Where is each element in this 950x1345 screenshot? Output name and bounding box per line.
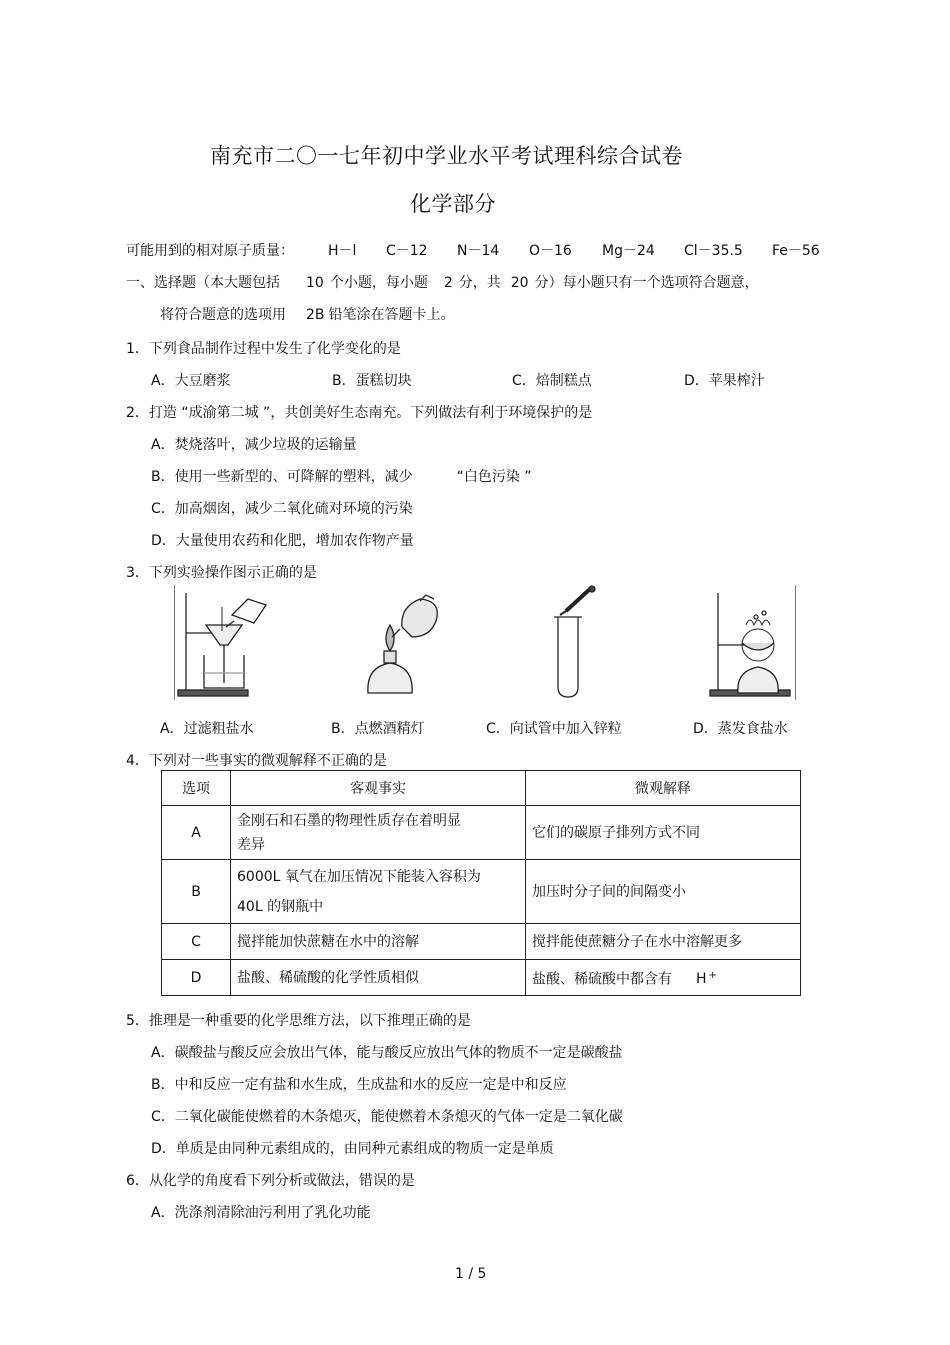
- q5-stem: 5．推理是一种重要的化学思维方法，以下推理正确的是: [126, 1013, 471, 1029]
- row-d-explanation: 盐酸、稀硫酸中都含有 H +: [526, 960, 801, 996]
- atomic-mass-line: [126, 240, 836, 260]
- test-tube-icon: [544, 585, 624, 700]
- page-number: 1 / 5: [455, 1266, 487, 1282]
- header-option: 选项: [162, 771, 231, 806]
- lighting-alcohol-lamp-icon: [350, 585, 450, 700]
- row-c-option: C: [162, 924, 231, 960]
- evaporation-apparatus-icon: [698, 585, 798, 700]
- atomic-mass-cl: Cl－35.5: [684, 243, 743, 259]
- q3-figure-strip: [174, 585, 796, 702]
- q2-option-d: D．大量使用农药和化肥，增加农作物产量: [151, 533, 414, 549]
- q5-option-a: A．碳酸盐与酸反应会放出气体，能与酸反应放出气体的物质不一定是碳酸盐: [151, 1045, 623, 1061]
- table-header-row: [162, 771, 801, 806]
- atomic-mass-h: H－l: [328, 243, 357, 259]
- atomic-mass-mg: Mg－24: [602, 243, 655, 259]
- q1-option-d: D．苹果榨汁: [684, 373, 765, 389]
- exam-title: 南充市二〇一七年初中学业水平考试理科综合试卷: [210, 144, 683, 168]
- q1-option-a: A．大豆磨浆: [151, 373, 231, 389]
- q4-table: [161, 770, 801, 996]
- q5-option-c: C．二氧化碳能使燃着的木条熄灭，能使燃着木条熄灭的气体一定是二氧化碳: [151, 1109, 623, 1125]
- atomic-mass-o: O－16: [529, 243, 572, 259]
- table-row: [162, 806, 801, 860]
- atomic-mass-label: 可能用到的相对原子质量：: [126, 243, 294, 259]
- section-instruction: 将符合题意的选项用 2B 铅笔涂在答题卡上。: [160, 307, 455, 323]
- header-explanation: 微观解释: [526, 771, 801, 806]
- q3-option-b: B．点燃酒精灯: [331, 721, 425, 737]
- row-b-explanation: 加压时分子间的间隔变小: [526, 860, 801, 924]
- table-row: [162, 960, 801, 996]
- atomic-mass-fe: Fe－56: [772, 243, 820, 259]
- row-a-option: A: [162, 806, 231, 860]
- row-d-fact: 盐酸、稀硫酸的化学性质相似: [231, 960, 526, 996]
- q2-option-a: A．焚烧落叶，减少垃圾的运输量: [151, 437, 357, 453]
- filtration-apparatus-icon: [174, 585, 284, 700]
- q6-option-a: A．洗涤剂清除油污利用了乳化功能: [151, 1205, 371, 1221]
- row-b-fact: 6000L 氧气在加压情况下能装入容积为 40L 的钢瓶中: [231, 860, 526, 924]
- row-c-fact: 搅拌能加快蔗糖在水中的溶解: [231, 924, 526, 960]
- atomic-mass-n: N－14: [457, 243, 500, 259]
- q6-stem: 6．从化学的角度看下列分析或做法，错误的是: [126, 1173, 415, 1189]
- table-row: [162, 924, 801, 960]
- q3-stem: 3．下列实验操作图示正确的是: [126, 565, 317, 581]
- header-fact: 客观事实: [231, 771, 526, 806]
- q2-option-c: C．加高烟囱，减少二氧化硫对环境的污染: [151, 501, 413, 517]
- table-row: [162, 860, 801, 924]
- row-d-option: D: [162, 960, 231, 996]
- q3-option-c: C．向试管中加入锌粒: [486, 721, 622, 737]
- q3-option-a: A．过滤粗盐水: [160, 721, 254, 737]
- row-a-fact: 金刚石和石墨的物理性质存在着明显 差异: [231, 806, 526, 860]
- row-c-explanation: 搅拌能使蔗糖分子在水中溶解更多: [526, 924, 801, 960]
- exam-subtitle: 化学部分: [410, 192, 496, 216]
- q1-stem: 1．下列食品制作过程中发生了化学变化的是: [126, 341, 401, 357]
- q1-option-b: B．蛋糕切块: [332, 373, 412, 389]
- row-a-explanation: 它们的碳原子排列方式不同: [526, 806, 801, 860]
- q5-option-b: B．中和反应一定有盐和水生成，生成盐和水的反应一定是中和反应: [151, 1077, 567, 1093]
- q1-option-c: C．焙制糕点: [512, 373, 592, 389]
- section-heading: 一、选择题（本大题包括 10 个小题，每小题 2 分，共 20 分）每小题只有一个选项符合题意，: [126, 275, 759, 291]
- q2-option-b: B．使用一些新型的、可降解的塑料，减少 “白色污染 ”: [151, 469, 532, 485]
- q4-stem: 4．下列对一些事实的微观解释不正确的是: [126, 753, 387, 769]
- q5-option-d: D．单质是由同种元素组成的，由同种元素组成的物质一定是单质: [151, 1141, 554, 1157]
- row-b-option: B: [162, 860, 231, 924]
- q3-option-d: D．蒸发食盐水: [693, 721, 788, 737]
- atomic-mass-c: C－12: [386, 243, 428, 259]
- q2-stem: 2．打造 “成渝第二城 ”，共创美好生态南充。下列做法有利于环境保护的是: [126, 405, 593, 421]
